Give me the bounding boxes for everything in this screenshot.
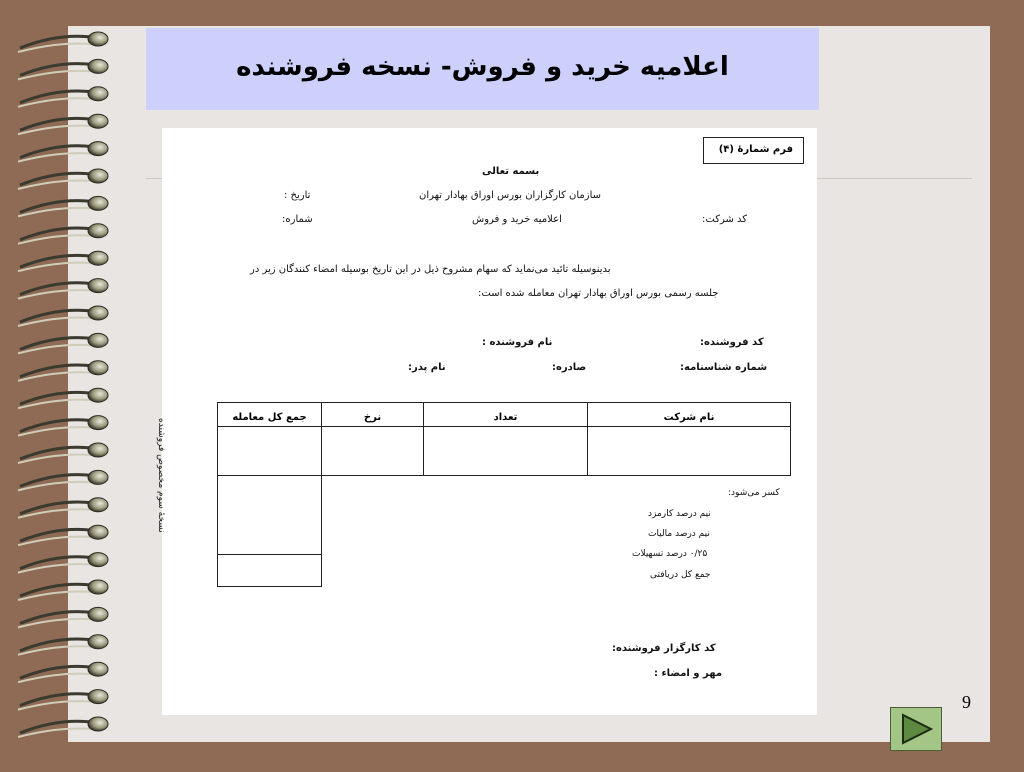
spiral-ring [18, 196, 108, 216]
issued-label: صادره: [552, 362, 587, 373]
spiral-ring [18, 333, 108, 353]
slide-number: 9 [962, 692, 971, 712]
spiral-ring-icon [0, 0, 134, 768]
date-label: تاریخ : [284, 190, 311, 201]
number-label: شماره: [282, 214, 313, 225]
deduction-item: نیم درصد کارمزد [648, 509, 711, 519]
spiral-ring [18, 32, 108, 52]
deduction-item: جمع کل دریافتی [650, 570, 711, 580]
table-header-rate: نرخ [363, 412, 382, 423]
org-name: سازمان کارگزاران بورس اوراق بهادار تهران [419, 190, 602, 201]
spiral-ring [18, 690, 108, 710]
spiral-ring [18, 662, 108, 682]
spiral-ring [18, 224, 108, 244]
spiral-ring [18, 607, 108, 627]
title-banner [146, 28, 819, 110]
spiral-ring [18, 635, 108, 655]
seller-name-label: نام فروشنده : [482, 337, 553, 348]
deductions-divider [217, 554, 322, 555]
spiral-ring [18, 443, 108, 463]
play-triangle-icon [891, 708, 941, 750]
spiral-ring [18, 498, 108, 518]
spiral-ring [18, 717, 108, 737]
doc-name: اعلامیه خرید و فروش [472, 214, 562, 225]
spiral-ring [18, 306, 108, 326]
spiral-ring [18, 59, 108, 79]
spiral-ring [18, 470, 108, 490]
deductions-box [217, 475, 322, 587]
basmala: بسمه تعالی [482, 166, 540, 177]
broker-code-label: کد کارگزار فروشنده: [612, 643, 716, 654]
table-header-quantity: تعداد [493, 412, 518, 423]
spiral-binding [0, 0, 134, 768]
spiral-ring [18, 87, 108, 107]
father-name-label: نام پدر: [408, 362, 446, 373]
spiral-ring [18, 251, 108, 271]
deductions-label: کسر می‌شود: [728, 488, 780, 498]
spiral-ring [18, 580, 108, 600]
paragraph-line-2: جلسه رسمی بورس اوراق بهادار تهران معامله شده است: [478, 288, 719, 299]
side-note: نسخهٔ سوم مخصوص فروشنده [156, 418, 166, 533]
company-code-label: کد شرکت: [702, 214, 748, 225]
slide-title: اعلامیه خرید و فروش- نسخه فروشنده [236, 52, 729, 82]
seal-label: مهر و امضاء : [654, 668, 723, 679]
form-number: فرم شمارهٔ (۴) [718, 144, 793, 155]
deduction-item: نیم درصد مالیات [648, 529, 710, 539]
spiral-ring [18, 416, 108, 436]
seller-code-label: کد فروشنده: [700, 337, 764, 348]
spiral-ring [18, 361, 108, 381]
form-sheet [156, 128, 817, 715]
spiral-ring [18, 142, 108, 162]
spiral-ring [18, 553, 108, 573]
deduction-item: ۰/۲۵ درصد تسهیلات [632, 549, 708, 559]
table-header-total: جمع کل معامله [232, 412, 307, 423]
spiral-ring [18, 169, 108, 189]
table-header-company: نام شرکت [663, 412, 715, 423]
spiral-ring [18, 525, 108, 545]
table-header-divider [217, 426, 791, 427]
spiral-ring [18, 388, 108, 408]
next-slide-button[interactable] [890, 707, 942, 751]
spiral-ring [18, 279, 108, 299]
form-number-box [703, 137, 804, 164]
paragraph-line-1: بدینوسیله تائید می‌نماید که سهام مشروح ذیل در این تاریخ بوسیله امضاء کنندگان زیر در [250, 264, 611, 275]
id-number-label: شماره شناسنامه: [680, 362, 768, 373]
spiral-ring [18, 114, 108, 134]
